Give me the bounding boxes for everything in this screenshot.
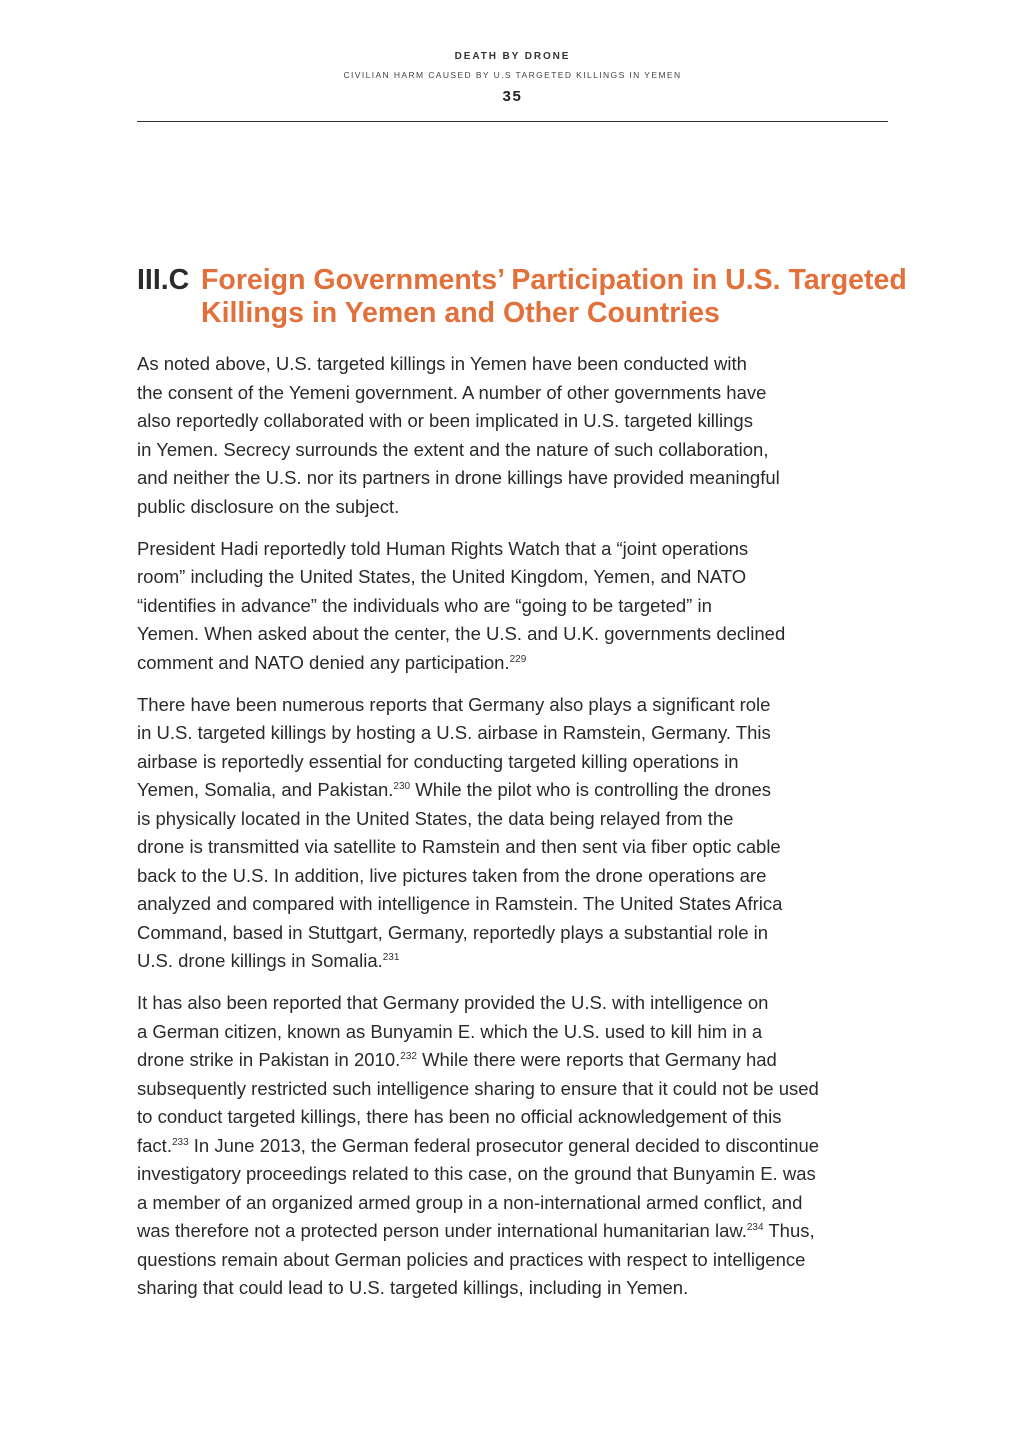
text-run: public disclosure on the subject.	[137, 495, 400, 517]
text-line	[137, 1103, 888, 1132]
text-line	[137, 620, 888, 649]
text-run: analyzed and compared with intelligence in Ramstein. The United States Africa	[137, 893, 783, 914]
footnote-ref: 234	[746, 1222, 764, 1233]
text-line	[137, 436, 888, 465]
text-run: Yemen. When asked about the center, the U.S. and U.K. governments declined	[137, 623, 786, 644]
text-run: room” including the United States, the United Kingdom, Yemen, and NATO	[137, 566, 747, 587]
text-line	[137, 407, 888, 436]
running-header	[137, 50, 888, 106]
text-line	[137, 1160, 888, 1189]
text-run: While there were reports that Germany had	[416, 1049, 777, 1070]
text-line	[137, 1246, 888, 1275]
text-line	[137, 1132, 888, 1161]
text-run: sharing that could lead to U.S. targeted killings, including in Yemen.	[137, 1277, 689, 1298]
text-run: drone is transmitted via satellite to Ramstein and then sent via fiber optic cable	[137, 836, 781, 857]
body-text	[137, 350, 888, 1316]
text-line	[137, 691, 888, 720]
text-line	[137, 535, 888, 564]
footnote-ref: 233	[171, 1136, 189, 1148]
text-line	[137, 1046, 888, 1075]
paragraph	[137, 691, 888, 976]
text-line	[137, 989, 888, 1018]
text-run: was therefore not a protected person under international humanitarian law.	[137, 1220, 747, 1241]
text-run: In June 2013, the German federal prosecutor general decided to discontinue	[188, 1134, 820, 1156]
text-run: “identifies in advance” the individuals who are “going to be targeted” in	[137, 594, 712, 616]
text-line	[137, 1217, 888, 1246]
text-line	[137, 379, 888, 408]
text-run: As noted above, U.S. targeted killings in Yemen have been conducted with	[137, 353, 747, 374]
text-line	[137, 1274, 888, 1303]
text-run: a German citizen, known as Bunyamin E. which the U.S. used to kill him in a	[137, 1020, 763, 1042]
text-run: and neither the U.S. nor its partners in drone killings have provided meaningful	[137, 467, 780, 488]
text-run: U.S. drone killings in Somalia.	[137, 950, 383, 971]
text-run: Thus,	[763, 1220, 815, 1241]
text-line	[137, 649, 888, 678]
footnote-ref: 232	[400, 1051, 417, 1062]
text-line	[137, 805, 888, 834]
text-run: questions remain about German policies and practices with respect to intelligence	[137, 1248, 806, 1270]
text-line	[137, 919, 888, 948]
text-line	[137, 1189, 888, 1218]
text-line	[137, 1018, 888, 1047]
footnote-ref: 229	[509, 653, 527, 665]
text-run: back to the U.S. In addition, live pictures taken from the drone operations are	[137, 864, 767, 886]
text-run: Yemen, Somalia, and Pakistan.	[137, 779, 394, 800]
header-divider	[137, 121, 888, 122]
text-line	[137, 748, 888, 777]
text-run: investigatory proceedings related to this case, on the ground that Bunyamin E. was	[137, 1163, 816, 1184]
text-line	[137, 719, 888, 748]
text-run: in Yemen. Secrecy surrounds the extent and the nature of such collaboration,	[137, 438, 769, 460]
paragraph	[137, 989, 888, 1303]
text-run: in U.S. targeted killings by hosting a U.S. airbase in Ramstein, Germany. This	[137, 722, 771, 743]
footnote-ref: 230	[393, 781, 411, 792]
page-number: 35	[502, 88, 523, 105]
text-line	[137, 776, 888, 805]
footnote-ref: 231	[382, 952, 400, 963]
text-line	[137, 350, 888, 379]
text-line	[137, 862, 888, 891]
text-run: drone strike in Pakistan in 2010.	[137, 1049, 401, 1070]
text-line	[137, 890, 888, 919]
text-run: airbase is reportedly essential for conducting targeted killing operations in	[137, 750, 739, 772]
text-run: a member of an organized armed group in a non-international armed conflict, and	[137, 1191, 803, 1213]
text-line	[137, 592, 888, 621]
text-run: fact.	[137, 1134, 172, 1156]
text-run: is physically located in the United States, the data being relayed from the	[137, 807, 734, 829]
section-heading	[137, 264, 907, 330]
paragraph	[137, 535, 888, 678]
text-run: Command, based in Stuttgart, Germany, reportedly plays a substantial role in	[137, 921, 769, 943]
text-line	[137, 947, 888, 976]
text-run: While the pilot who is controlling the drones	[410, 779, 772, 800]
text-run: There have been numerous reports that Germany also plays a significant role	[137, 693, 771, 715]
text-line	[137, 493, 888, 522]
text-run: also reportedly collaborated with or been implicated in U.S. targeted killings	[137, 410, 753, 431]
text-run: the consent of the Yemeni government. A number of other governments have	[137, 381, 767, 403]
text-run: President Hadi reportedly told Human Rights Watch that a “joint operations	[137, 537, 749, 559]
text-run: to conduct targeted killings, there has been no official acknowledgement of this	[137, 1106, 782, 1127]
text-line	[137, 464, 888, 493]
report-title: DEATH BY DRONE	[454, 51, 571, 62]
report-subtitle: CIVILIAN HARM CAUSED BY U.S TARGETED KILLINGS IN YEMEN	[343, 70, 682, 80]
paragraph	[137, 350, 888, 521]
section-title: Foreign Governments’ Participation in U.S. Targeted Killings in Yemen and Other Countries	[201, 264, 907, 329]
text-line	[137, 563, 888, 592]
text-line	[137, 833, 888, 862]
text-run: subsequently restricted such intelligence sharing to ensure that it could not be used	[137, 1077, 819, 1099]
text-run: comment and NATO denied any participation.	[137, 651, 510, 673]
text-line	[137, 1075, 888, 1104]
section-number: III.C	[137, 264, 190, 296]
text-run: It has also been reported that Germany provided the U.S. with intelligence on	[137, 992, 769, 1013]
